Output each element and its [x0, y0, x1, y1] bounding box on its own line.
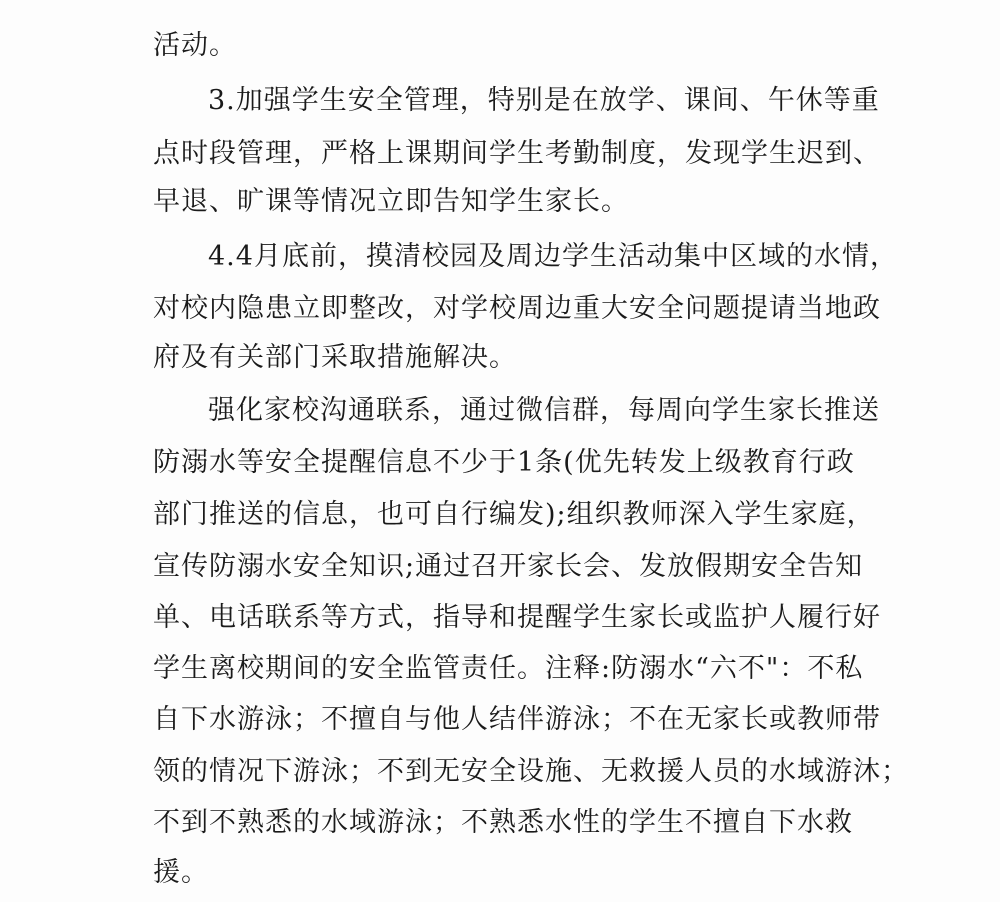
text-line-4: 早退、旷课等情况立即告知学生家长。	[153, 186, 629, 217]
text-line-2: 3.加强学生安全管理，特别是在放学、课间、午休等重	[208, 85, 880, 116]
text-line-1: 活动。	[153, 30, 237, 61]
text-line-7: 府及有关部门采取措施解决。	[153, 342, 517, 373]
text-line-17: 援。	[153, 857, 209, 888]
text-line-10: 部门推送的信息，也可自行编发);组织教师深入学生家庭，	[153, 499, 875, 530]
text-line-5: 4.4月底前，摸清校园及周边学生活动集中区域的水情，	[208, 241, 898, 272]
text-line-8: 强化家校沟通联系，通过微信群，每周向学生家长推送	[208, 395, 880, 426]
text-line-14: 自下水游泳；不擅自与他人结伴游泳；不在无家长或教师带	[153, 704, 881, 735]
text-line-12: 单、电话联系等方式，指导和提醒学生家长或监护人履行好	[153, 602, 881, 633]
text-line-16: 不到不熟悉的水域游泳；不熟悉水性的学生不擅自下水救	[153, 807, 853, 838]
text-line-15: 领的情况下游泳；不到无安全设施、无救援人员的水域游沐；	[153, 756, 909, 787]
text-line-3: 点时段管理，严格上课期间学生考勤制度，发现学生迟到、	[153, 138, 881, 169]
text-line-11: 宣传防溺水安全知识;通过召开家长会、发放假期安全告知	[153, 551, 864, 582]
text-line-9: 防溺水等安全提醒信息不少于1条(优先转发上级教育行政	[153, 447, 855, 478]
text-line-13: 学生离校期间的安全监管责任。注释:防溺水“六不"：不私	[153, 653, 864, 684]
text-line-6: 对校内隐患立即整改，对学校周边重大安全问题提请当地政	[153, 293, 881, 324]
